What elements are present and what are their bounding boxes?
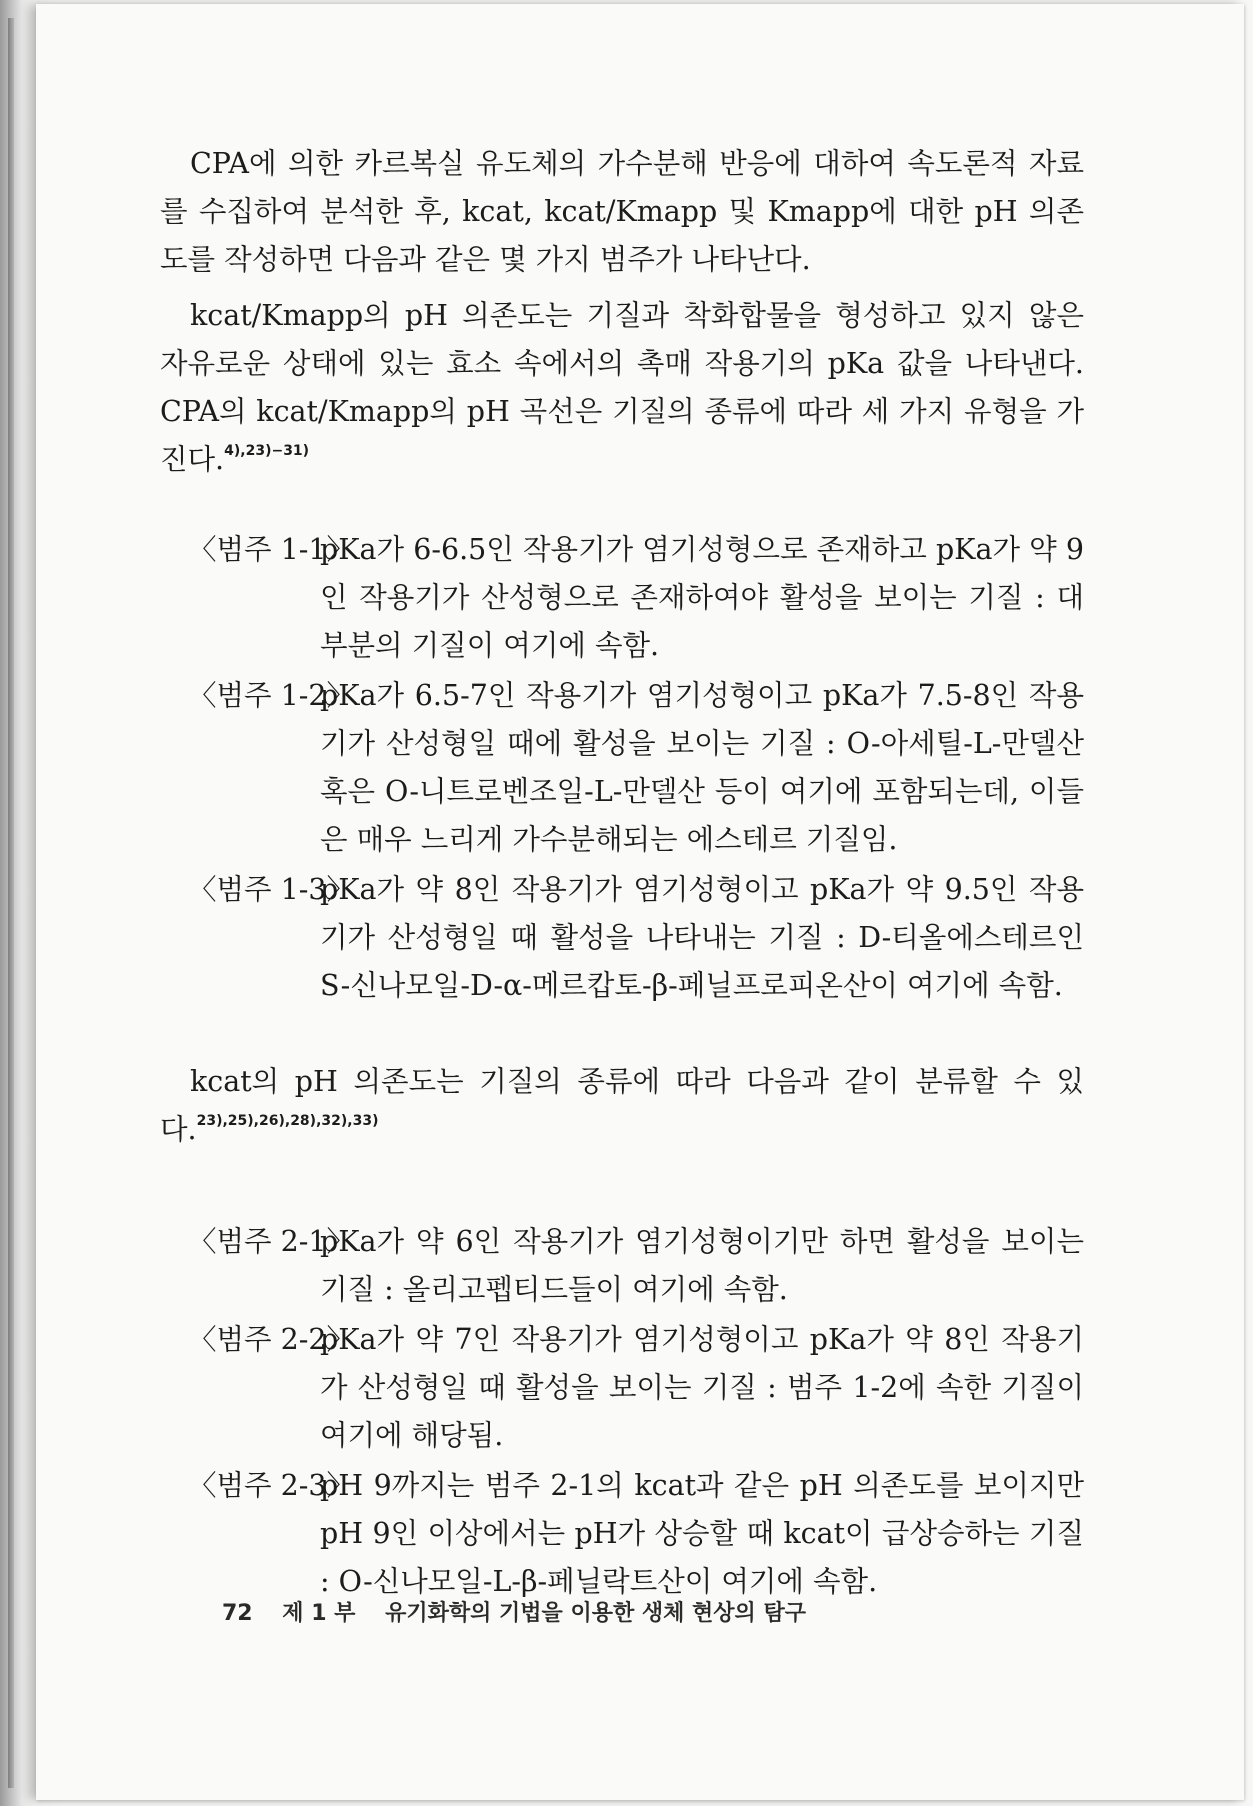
category-label: 〈범주 1-3〉 [188,873,356,906]
paragraph-3-text: kcat의 pH 의존도는 기질의 종류에 따라 다음과 같이 분류할 수 있다. [160,1065,1084,1146]
book-spine-edge [8,18,14,1788]
paragraph-2 [160,292,1084,484]
category-label: 〈범주 2-3〉 [188,1469,356,1502]
category-label: 〈범주 2-1〉 [188,1225,356,1258]
category-item [160,866,1084,1010]
category-item [160,1462,1084,1606]
category-list-1 [160,526,1084,1010]
page-footer [222,1596,806,1627]
category-item [160,1218,1084,1314]
running-title: 유기화학의 기법을 이용한 생체 현상의 탐구 [385,1601,806,1626]
page-number: 72 [222,1601,253,1626]
reference-superscript: 4),23)−31) [224,443,310,459]
paragraph-2-text: kcat/Kmapp의 pH 의존도는 기질과 착화합물을 형성하고 있지 않은 자유로운 상태에 있는 효소 속에서의 촉매 작용기의 pKa 값을 나타낸다. CPA의 kcat/Kmapp의 pH 곡선은 기질의 종류에 따라 세 가지 유형을 가진다. [160,299,1084,476]
page-content [160,140,1084,1606]
paragraph-1: CPA에 의한 카르복실 유도체의 가수분해 반응에 대하여 속도론적 자료를 수집하여 분석한 후, kcat, kcat/Kmapp 및 Kmapp에 대한 pH 의존도를 작성하면 다음과 같은 몇 가지 범주가 나타난다. [160,147,1084,276]
category-item [160,1316,1084,1460]
category-text: pKa가 6-6.5인 작용기가 염기성형으로 존재하고 pKa가 약 9인 작용기가 산성형으로 존재하여야 활성을 보이는 기질 : 대부분의 기질이 여기에 속함. [320,533,1084,662]
category-text: pH 9까지는 범주 2-1의 kcat과 같은 pH 의존도를 보이지만 pH 9인 이상에서는 pH가 상승할 때 kcat이 급상승하는 기질 : O-신나모일-L-β-페닐락트산이 여기에 속함. [320,1469,1084,1598]
category-item [160,672,1084,864]
category-label: 〈범주 2-2〉 [188,1323,356,1356]
category-text: pKa가 6.5-7인 작용기가 염기성형이고 pKa가 7.5-8인 작용기가 산성형일 때에 활성을 보이는 기질 : O-아세틸-L-만델산 혹은 O-니트로벤조일-L-만델산 등이 여기에 포함되는데, 이들은 매우 느리게 가수분해되는 에스테르 기질임. [320,679,1084,856]
category-text: pKa가 약 6인 작용기가 염기성형이기만 하면 활성을 보이는 기질 : 올리고펩티드들이 여기에 속함. [320,1225,1084,1306]
category-item [160,526,1084,670]
category-list-2 [160,1218,1084,1606]
paragraph-3 [160,1058,1084,1154]
category-label: 〈범주 1-1〉 [188,533,356,566]
part-label: 제 1 부 [282,1601,356,1626]
category-text: pKa가 약 8인 작용기가 염기성형이고 pKa가 약 9.5인 작용기가 산성형일 때 활성을 나타내는 기질 : D-티올에스테르인 S-신나모일-D-α-메르캅토-β-페닐프로피온산이 여기에 속함. [320,873,1084,1002]
reference-superscript: 23),25),26),28),32),33) [196,1113,379,1129]
category-label: 〈범주 1-2〉 [188,679,356,712]
category-text: pKa가 약 7인 작용기가 염기성형이고 pKa가 약 8인 작용기가 산성형일 때 활성을 보이는 기질 : 범주 1-2에 속한 기질이 여기에 해당됨. [320,1323,1084,1452]
